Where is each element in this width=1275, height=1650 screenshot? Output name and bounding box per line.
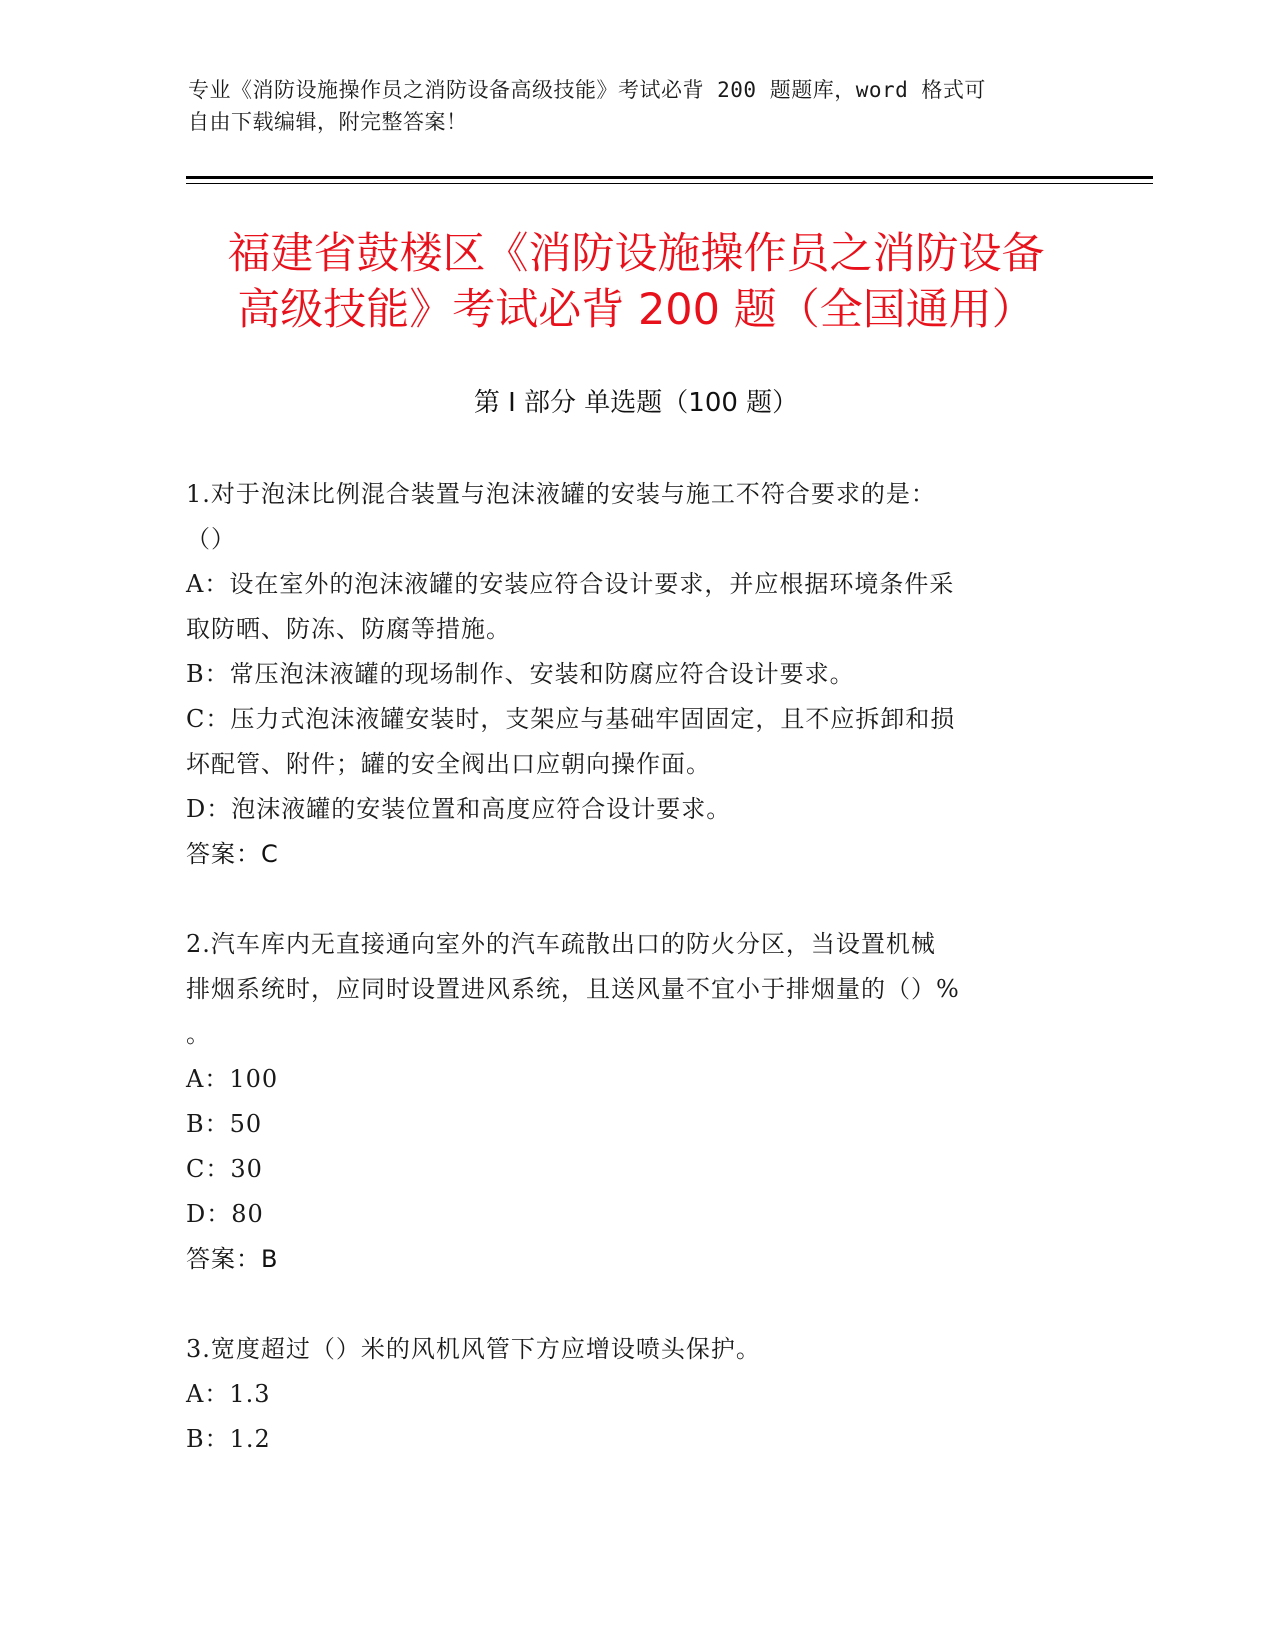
answer-line — [186, 1237, 1086, 1282]
header-note-line: 自由下载编辑，附完整答案！ — [188, 110, 468, 134]
option-a: A：设在室外的泡沫液罐的安装应符合设计要求，并应根据环境条件采 — [186, 570, 955, 598]
option-b: B：50 — [186, 1110, 263, 1138]
section-heading: 第 I 部分 单选题（100 题） — [473, 388, 799, 418]
option-a: A：100 — [186, 1065, 279, 1093]
document-title — [186, 226, 1086, 338]
option-a: 取防晒、防冻、防腐等措施。 — [186, 615, 511, 643]
question-list — [186, 472, 1086, 1462]
question-stem: 1.对于泡沫比例混合装置与泡沫液罐的安装与施工不符合要求的是： — [186, 480, 936, 508]
question-item — [186, 922, 1086, 1282]
option-c: 坏配管、附件；罐的安全阀出口应朝向操作面。 — [186, 750, 711, 778]
question-spacer — [186, 877, 1086, 922]
header-divider-thin — [186, 183, 1153, 184]
option-b: B：常压泡沫液罐的现场制作、安装和防腐应符合设计要求。 — [186, 660, 855, 688]
question-stem: （） — [186, 525, 236, 553]
answer-value: B — [261, 1245, 279, 1273]
answer-line — [186, 832, 1086, 877]
option-d: D：泡沫液罐的安装位置和高度应符合设计要求。 — [186, 795, 732, 823]
question-stem: 2.汽车库内无直接通向室外的汽车疏散出口的防火分区，当设置机械 — [186, 930, 936, 958]
option-c: C：压力式泡沫液罐安装时，支架应与基础牢固固定，且不应拆卸和损 — [186, 705, 956, 733]
option-a: A：1.3 — [186, 1380, 271, 1408]
answer-value: C — [261, 840, 279, 868]
option-b: B：1.2 — [186, 1425, 271, 1453]
question-stem: 3.宽度超过（）米的风机风管下方应增设喷头保护。 — [186, 1335, 761, 1363]
header-divider-thick — [186, 176, 1153, 179]
question-item — [186, 472, 1086, 877]
question-stem: 。 — [186, 1020, 211, 1048]
header-note — [188, 74, 1088, 138]
question-stem: 排烟系统时，应同时设置进风系统，且送风量不宜小于排烟量的（）% — [186, 975, 960, 1003]
answer-label: 答案： — [186, 1245, 261, 1273]
answer-label: 答案： — [186, 840, 261, 868]
question-spacer — [186, 1282, 1086, 1327]
document-title-line: 高级技能》考试必背 200 题（全国通用） — [237, 285, 1035, 335]
document-title-line: 福建省鼓楼区《消防设施操作员之消防设备 — [227, 229, 1045, 279]
question-item — [186, 1327, 1086, 1462]
header-note-line: 专业《消防设施操作员之消防设备高级技能》考试必背 200 题题库，word 格式可 — [188, 78, 986, 102]
option-c: C：30 — [186, 1155, 263, 1183]
option-d: D：80 — [186, 1200, 264, 1228]
